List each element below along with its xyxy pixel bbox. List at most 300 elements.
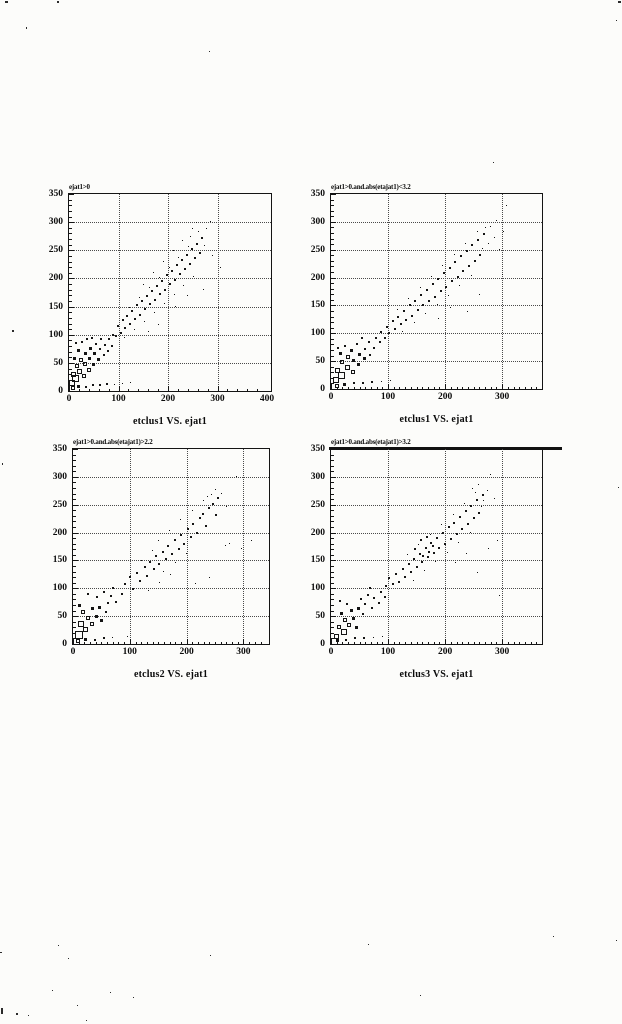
data-point [361, 337, 363, 339]
axis-tick [331, 555, 334, 556]
data-point [164, 289, 166, 291]
data-point [494, 498, 495, 499]
data-point [364, 348, 366, 350]
data-point [483, 233, 485, 235]
axis-tick [331, 622, 334, 623]
data-point [459, 285, 460, 286]
data-point [468, 265, 470, 267]
data-point [175, 306, 176, 307]
axis-tick [445, 384, 446, 389]
scan-speck [77, 1005, 78, 1006]
data-point [215, 489, 216, 490]
data-point [169, 530, 170, 531]
axis-tick [247, 389, 248, 392]
axis-tick [69, 301, 72, 302]
axis-tick [331, 544, 334, 545]
axis-tick [531, 642, 532, 645]
data-point [392, 583, 394, 585]
data-point [124, 583, 126, 585]
grid-line [69, 250, 271, 251]
data-point [454, 261, 456, 263]
data-point [158, 324, 159, 325]
grid-line [187, 449, 188, 644]
data-point [73, 357, 76, 360]
data-point [99, 348, 101, 350]
axis-tick [531, 387, 532, 390]
data-point [83, 362, 87, 366]
grid-line [331, 505, 542, 506]
data-point [465, 510, 467, 512]
y-tick-label: 250 [310, 244, 325, 255]
data-point [107, 602, 109, 604]
grid-line [445, 194, 446, 389]
axis-tick [331, 356, 334, 357]
data-point [114, 384, 115, 385]
grid-line [331, 250, 542, 251]
axis-tick [73, 505, 78, 506]
data-point [221, 493, 222, 494]
axis-tick [331, 200, 334, 201]
data-point [89, 347, 92, 350]
data-point [149, 561, 151, 563]
axis-tick [136, 642, 137, 645]
axis-tick [331, 633, 334, 634]
data-point [428, 551, 430, 553]
data-point [165, 558, 167, 560]
axis-tick [331, 328, 334, 329]
axis-tick [496, 387, 497, 390]
axis-tick [485, 387, 486, 390]
x-tick-label: 100 [111, 394, 126, 404]
data-point [490, 474, 491, 475]
axis-tick [331, 389, 336, 390]
axis-tick [73, 577, 76, 578]
data-point [158, 563, 160, 565]
x-tick-label: 0 [328, 392, 334, 402]
axis-tick [394, 642, 395, 645]
axis-tick [331, 616, 336, 617]
data-point [161, 280, 163, 282]
grid-line [69, 307, 271, 308]
data-point [408, 298, 409, 299]
axis-tick [331, 317, 334, 318]
axis-tick [209, 642, 210, 645]
data-point [458, 542, 459, 543]
axis-tick [371, 387, 372, 390]
axis-tick [73, 560, 78, 561]
data-point [440, 290, 442, 292]
axis-tick [331, 350, 334, 351]
data-point [187, 528, 189, 530]
data-point [450, 538, 452, 540]
axis-tick [124, 642, 125, 645]
data-point [176, 264, 178, 266]
data-point [96, 596, 98, 598]
data-point [179, 273, 181, 275]
axis-tick [257, 389, 258, 392]
data-point [369, 354, 371, 356]
axis-tick [331, 361, 336, 362]
axis-tick [331, 333, 336, 334]
scan-speck [493, 162, 494, 163]
axis-tick [519, 642, 520, 645]
axis-tick [331, 605, 334, 606]
axis-tick [331, 533, 336, 534]
data-point [338, 372, 345, 379]
data-point [71, 386, 75, 390]
data-point [180, 519, 181, 520]
data-point [208, 507, 210, 509]
axis-tick [109, 389, 110, 392]
y-tick-label: 0 [62, 639, 67, 649]
axis-tick [331, 588, 336, 589]
grid-line [73, 616, 269, 617]
cut-expression-label: ejat1>0.and.abs(etajat1)<3.2 [331, 183, 411, 191]
data-point [77, 349, 80, 352]
y-tick-label: 300 [310, 471, 325, 482]
axis-tick [158, 642, 159, 645]
scan-speck [5, 1, 8, 3]
axis-tick [73, 544, 76, 545]
data-point [448, 526, 450, 528]
axis-tick [73, 499, 76, 500]
x-tick-label: 0 [66, 394, 72, 404]
data-point [206, 228, 207, 229]
data-point [166, 274, 168, 276]
data-point [398, 581, 400, 583]
data-point [470, 505, 472, 507]
axis-tick [69, 386, 70, 391]
data-point [178, 548, 180, 550]
data-point [78, 604, 81, 607]
data-point [405, 319, 407, 321]
axis-tick [73, 477, 78, 478]
data-point [141, 300, 143, 302]
data-point [81, 610, 85, 614]
axis-tick [399, 642, 400, 645]
data-point [430, 534, 431, 535]
data-point [358, 353, 361, 356]
data-point [112, 334, 114, 336]
data-point [479, 294, 480, 295]
axis-tick [331, 449, 336, 450]
axis-tick [348, 642, 349, 645]
x-tick-label: 100 [122, 647, 137, 657]
x-tick-label: 200 [437, 392, 453, 402]
axis-tick [215, 642, 216, 645]
data-point [98, 606, 101, 609]
data-point [196, 532, 198, 534]
axis-tick [342, 387, 343, 390]
data-point [337, 347, 339, 349]
data-point [192, 523, 194, 525]
data-point [450, 307, 451, 308]
axis-tick [69, 357, 72, 358]
axis-tick [331, 521, 334, 522]
data-point [392, 320, 394, 322]
scan-speck [0, 952, 2, 953]
data-point [442, 265, 443, 266]
x-tick-label: 400 [259, 394, 275, 404]
axis-tick [331, 194, 336, 195]
data-point [148, 590, 149, 591]
data-point [400, 323, 402, 325]
data-point [115, 601, 117, 603]
axis-tick [382, 642, 383, 645]
data-point [470, 532, 471, 533]
data-point [363, 357, 366, 360]
axis-tick [204, 642, 205, 645]
axis-tick [73, 583, 76, 584]
axis-tick [73, 471, 76, 472]
data-point [108, 338, 110, 340]
axis-tick [148, 389, 149, 392]
data-point [149, 303, 151, 305]
axis-tick [73, 639, 74, 644]
axis-tick [69, 391, 74, 392]
y-tick-label: 150 [48, 301, 63, 312]
data-point [120, 332, 122, 334]
data-point [473, 517, 475, 519]
scan-speck [28, 1015, 29, 1016]
axis-tick [198, 642, 199, 645]
scan-speck [420, 995, 421, 996]
axis-tick [342, 642, 343, 645]
data-point [368, 341, 370, 343]
data-point [158, 540, 159, 541]
scan-speck [16, 1013, 18, 1015]
data-point [175, 562, 176, 563]
data-point [482, 494, 484, 496]
grid-line [331, 533, 542, 534]
y-tick-label: 150 [52, 555, 67, 566]
data-point [487, 490, 488, 491]
axis-tick [69, 346, 72, 347]
data-point [466, 553, 467, 554]
x-tick-label: 200 [179, 647, 194, 657]
data-point [196, 243, 198, 245]
x-tick-label: 0 [328, 647, 334, 657]
data-point [144, 308, 146, 310]
axis-tick [261, 642, 262, 645]
grid-line [388, 194, 389, 389]
y-tick-label: 200 [52, 527, 67, 538]
data-point [413, 580, 414, 581]
data-point [369, 587, 371, 589]
axis-tick [331, 367, 334, 368]
grid-line [502, 449, 503, 644]
data-point [420, 539, 422, 541]
axis-tick [468, 387, 469, 390]
axis-tick [69, 256, 72, 257]
grid-line [119, 194, 120, 391]
grid-line [502, 194, 503, 389]
data-point [136, 572, 138, 574]
axis-tick [89, 389, 90, 392]
data-point [93, 352, 96, 355]
axis-tick [331, 466, 334, 467]
data-point [408, 563, 410, 565]
axis-tick [439, 642, 440, 645]
axis-tick [128, 389, 129, 392]
axis-tick [73, 555, 76, 556]
data-point [103, 637, 105, 639]
y-tick-label: 350 [48, 189, 63, 199]
scan-speck [210, 955, 211, 956]
data-point [395, 573, 397, 575]
data-point [130, 382, 131, 383]
data-point [95, 615, 98, 618]
grid-line [168, 194, 169, 391]
data-point [87, 368, 91, 372]
axis-tick [237, 389, 238, 392]
x-tick-label: 0 [70, 647, 76, 657]
data-point [347, 623, 351, 627]
axis-tick [69, 200, 72, 201]
data-point [191, 248, 193, 250]
data-point [226, 506, 227, 507]
axis-tick [73, 594, 76, 595]
grid-line [73, 588, 269, 589]
axis-tick [69, 262, 72, 263]
axis-tick [73, 449, 78, 450]
axis-tick [69, 318, 72, 319]
y-tick-label: 150 [310, 300, 325, 311]
data-point [343, 618, 347, 622]
axis-tick [181, 642, 182, 645]
data-point [467, 523, 469, 525]
data-point [171, 270, 173, 272]
data-point [371, 607, 373, 609]
data-point [211, 494, 212, 495]
axis-tick [417, 387, 418, 390]
axis-tick [331, 455, 334, 456]
grid-line [331, 477, 542, 478]
data-point [454, 254, 455, 255]
data-point [350, 349, 353, 352]
axis-tick [331, 460, 334, 461]
axis-tick [422, 642, 423, 645]
axis-tick [457, 387, 458, 390]
data-point [134, 318, 136, 320]
cut-expression-label: ejat1>0.and.abs(etajat1)>2.2 [73, 438, 153, 446]
axis-tick [69, 205, 72, 206]
axis-tick [411, 387, 412, 390]
data-point [352, 359, 355, 362]
data-point [379, 341, 381, 343]
axis-tick [331, 538, 334, 539]
axis-tick [457, 642, 458, 645]
axis-tick [451, 642, 452, 645]
data-point [169, 267, 170, 268]
data-point [209, 577, 210, 578]
data-point [477, 572, 478, 573]
axis-tick [365, 387, 366, 390]
y-tick-label: 150 [310, 555, 325, 566]
axis-tick [69, 245, 72, 246]
data-point [506, 205, 507, 206]
axis-tick [119, 386, 120, 391]
data-point [154, 299, 156, 301]
data-point [225, 545, 226, 546]
data-point [78, 621, 84, 627]
cut-expression-label: ejat1>0 [69, 183, 90, 191]
data-point [382, 636, 383, 637]
data-point [355, 626, 358, 629]
data-point [159, 277, 160, 278]
axis-tick [331, 505, 336, 506]
axis-tick [73, 482, 76, 483]
axis-tick [331, 516, 334, 517]
data-point [482, 248, 483, 249]
data-point [346, 355, 350, 359]
data-point [92, 363, 95, 366]
data-point [91, 337, 93, 339]
data-point [129, 576, 131, 578]
data-point [414, 300, 416, 302]
axis-tick [331, 560, 336, 561]
data-point [77, 385, 80, 388]
grid-line [331, 333, 542, 334]
data-point [362, 613, 364, 615]
data-point [350, 609, 353, 612]
axis-tick [73, 460, 76, 461]
data-point [340, 360, 344, 364]
data-point [435, 561, 436, 562]
axis-tick [69, 307, 74, 308]
axis-tick [331, 372, 334, 373]
data-point [465, 243, 466, 244]
data-point [421, 561, 423, 563]
data-point [132, 588, 134, 590]
data-point [390, 380, 391, 381]
data-point [499, 249, 500, 250]
data-point [189, 263, 191, 265]
data-point [193, 276, 194, 277]
data-point [112, 587, 114, 589]
data-point [422, 555, 424, 557]
data-point [122, 383, 123, 384]
axis-tick [73, 527, 76, 528]
data-point [418, 544, 419, 545]
grid-line [388, 449, 389, 644]
data-point [127, 636, 128, 637]
grid-line [73, 533, 269, 534]
data-point [188, 246, 189, 247]
grid-line [331, 588, 542, 589]
data-point [499, 595, 500, 596]
scan-speck [133, 997, 134, 998]
axis-tick [73, 455, 76, 456]
data-point [154, 312, 155, 313]
y-tick-label: 50 [315, 611, 325, 622]
data-point [394, 328, 396, 330]
data-point [451, 280, 453, 282]
axis-tick [508, 642, 509, 645]
data-point [438, 318, 439, 319]
axis-tick [331, 471, 334, 472]
data-point [411, 315, 413, 317]
data-point [162, 551, 164, 553]
axis-tick [153, 642, 154, 645]
data-point [433, 552, 435, 554]
y-tick-label: 0 [320, 384, 325, 394]
axis-tick [96, 642, 97, 645]
axis-tick [388, 639, 389, 644]
data-point [339, 600, 341, 602]
data-point [203, 289, 204, 290]
data-point [107, 350, 109, 352]
